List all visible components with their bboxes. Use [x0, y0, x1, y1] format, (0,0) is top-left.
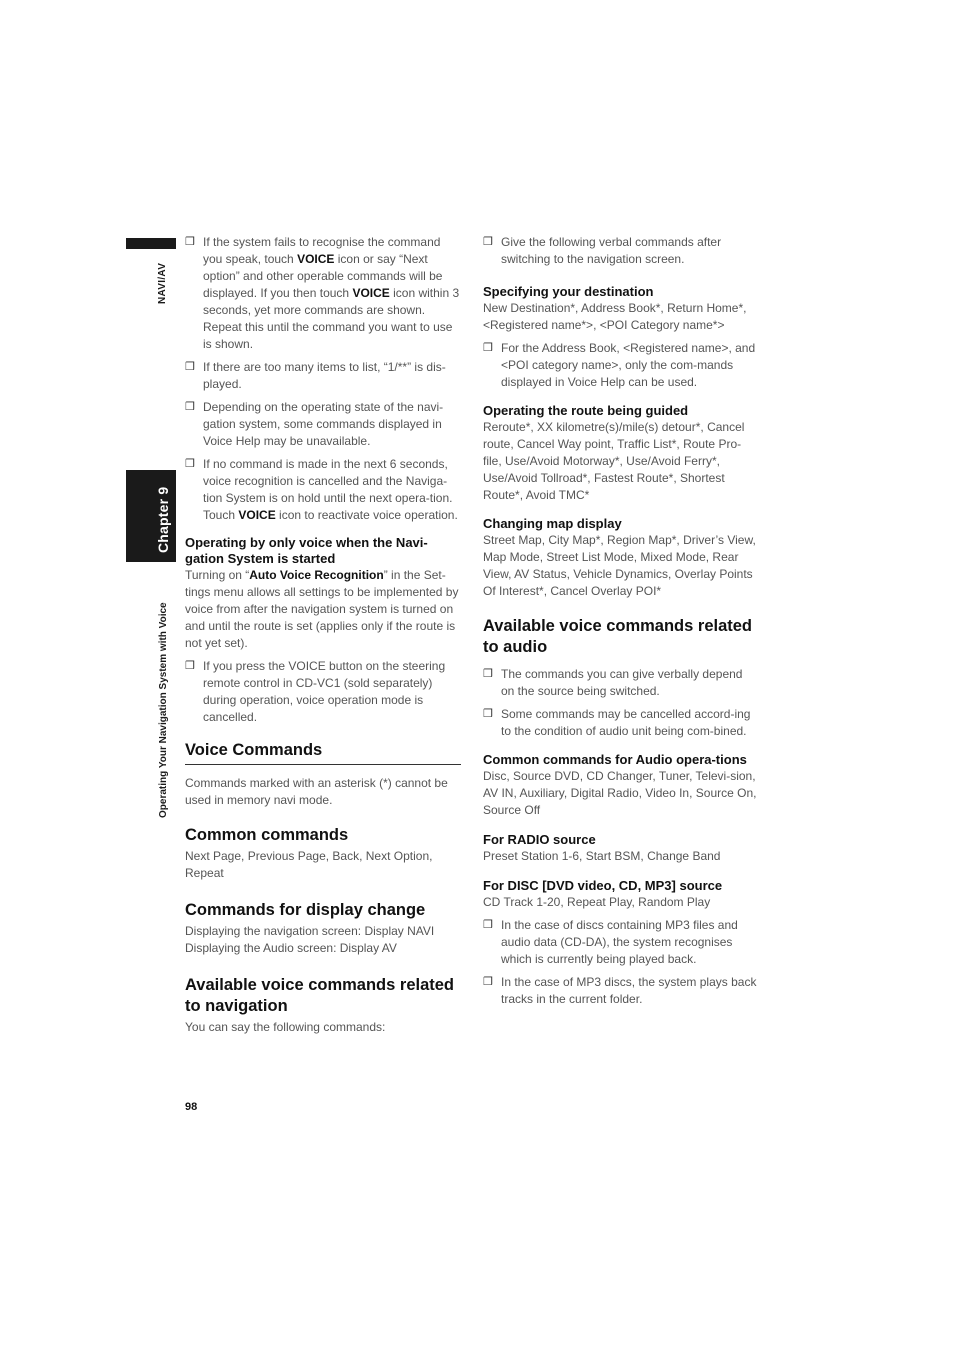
note-item: ❒ If you press the VOICE button on the steering remote control in CD-VC1 (sold separately) during operation, voice operation mode is cancelled.	[185, 659, 446, 724]
checkbox-square-icon: ❒	[483, 236, 493, 248]
checkbox-square-icon: ❒	[483, 708, 493, 720]
disc-paragraph: CD Track 1-20, Repeat Play, Random Play	[483, 895, 711, 909]
page-number: 98	[185, 1101, 198, 1113]
note-item: ❒ Depending on the operating state of the navi-gation system, some commands displayed in Voice Help may be unavailable.	[185, 400, 444, 448]
checkbox-square-icon: ❒	[483, 976, 493, 988]
voice-only-heading: Operating by only voice when the Navi-gation System is started	[185, 535, 428, 566]
radio-paragraph: Preset Station 1-6, Start BSM, Change Band	[483, 849, 721, 863]
common-commands-heading: Common commands	[185, 826, 349, 844]
checkbox-square-icon: ❒	[483, 342, 493, 354]
sidebar-navi-label: NAVI/AV	[157, 262, 168, 304]
display-change-line: Displaying the navigation screen: Display NAVI	[185, 924, 435, 938]
voice-only-paragraph: Turning on “Auto Voice Recognition” in the Set-tings menu allows all settings to be implemented by voice from after the navigation system is turned on and until the route is set (applies only if the route is not yet set).	[185, 568, 459, 650]
section-label: Operating Your Navigation System with Voice	[158, 602, 169, 818]
sidebar-bar	[126, 238, 176, 249]
right-column	[483, 234, 757, 1014]
audio-commands-heading: Available voice commands related to audio	[483, 617, 753, 656]
checkbox-square-icon: ❒	[185, 361, 195, 373]
voice-commands-heading: Voice Commands	[185, 740, 461, 765]
checkbox-square-icon: ❒	[483, 668, 493, 680]
note-item: ❒ If no command is made in the next 6 seconds, voice recognition is cancelled and the Naviga-tion System is on hold until the next opera-tion. Touch VOICE icon to reactivate voice operation.	[185, 457, 458, 522]
audio-ops-heading: Common commands for Audio opera-tions	[483, 752, 747, 767]
checkbox-square-icon: ❒	[483, 919, 493, 931]
nav-commands-paragraph: You can say the following commands:	[185, 1020, 386, 1034]
display-change-heading: Commands for display change	[185, 901, 426, 919]
note-item: ❒ Some commands may be cancelled accord-ing to the condition of audio unit being com-bined.	[483, 707, 751, 738]
destination-heading: Specifying your destination	[483, 284, 654, 299]
route-heading: Operating the route being guided	[483, 403, 689, 418]
checkbox-square-icon: ❒	[185, 660, 195, 672]
audio-ops-paragraph: Disc, Source DVD, CD Changer, Tuner, Televi-sion, AV IN, Auxiliary, Digital Radio, Video In, Source On, Source Off	[483, 769, 757, 817]
voice-commands-paragraph: Commands marked with an asterisk (*) cannot be used in memory navi mode.	[185, 776, 448, 807]
common-commands-paragraph: Next Page, Previous Page, Back, Next Option, Repeat	[185, 849, 433, 880]
map-display-heading: Changing map display	[483, 516, 622, 531]
note-item: ❒ Give the following verbal commands after switching to the navigation screen.	[483, 235, 722, 266]
note-item: ❒ The commands you can give verbally depend on the source being switched.	[483, 667, 743, 698]
note-item: ❒ For the Address Book, <Registered name>, and <POI category name>, only the com-mands displayed in Voice Help can be used.	[483, 341, 756, 389]
destination-paragraph: New Destination*, Address Book*, Return Home*, <Registered name*>, <POI Category name*>	[483, 301, 747, 332]
note-item: ❒ If the system fails to recognise the command you speak, touch VOICE icon or say “Next option” and other operable commands will be displayed. If you then touch VOICE icon within 3 seconds, yet more commands are shown. Repeat this until the command you want to use is shown.	[185, 235, 460, 351]
disc-heading: For DISC [DVD video, CD, MP3] source	[483, 878, 723, 893]
radio-heading: For RADIO source	[483, 832, 596, 847]
map-display-paragraph: Street Map, City Map*, Region Map*, Driver’s View, Map Mode, Street List Mode, Mixed Mode, Rear View, AV Status, Vehicle Dynamics, Overlay Points Of Interest*, Cancel Overlay POI*	[483, 533, 756, 598]
note-item: ❒ In the case of discs containing MP3 files and audio data (CD-DA), the system recognises which is currently being played back.	[483, 918, 738, 966]
checkbox-square-icon: ❒	[185, 458, 195, 470]
route-paragraph: Reroute*, XX kilometre(s)/mile(s) detour*, Cancel route, Cancel Way point, Traffic List*, Route Pro-file, Use/Avoid Motorway*, Use/Avoid Ferry*, Use/Avoid Tollroad*, Fastest Route*, Shortest Route*, Avoid TMC*	[483, 420, 745, 502]
checkbox-square-icon: ❒	[185, 401, 195, 413]
note-item: ❒ If there are too many items to list, “1/**” is dis-played.	[185, 360, 446, 391]
nav-commands-heading: Available voice commands related to navigation	[185, 976, 455, 1015]
chapter-label: Chapter 9	[155, 486, 171, 553]
checkbox-square-icon: ❒	[185, 236, 195, 248]
display-change-line: Displaying the Audio screen: Display AV	[185, 941, 397, 955]
left-column	[185, 234, 461, 1036]
note-item: ❒ In the case of MP3 discs, the system plays back tracks in the current folder.	[483, 975, 757, 1006]
